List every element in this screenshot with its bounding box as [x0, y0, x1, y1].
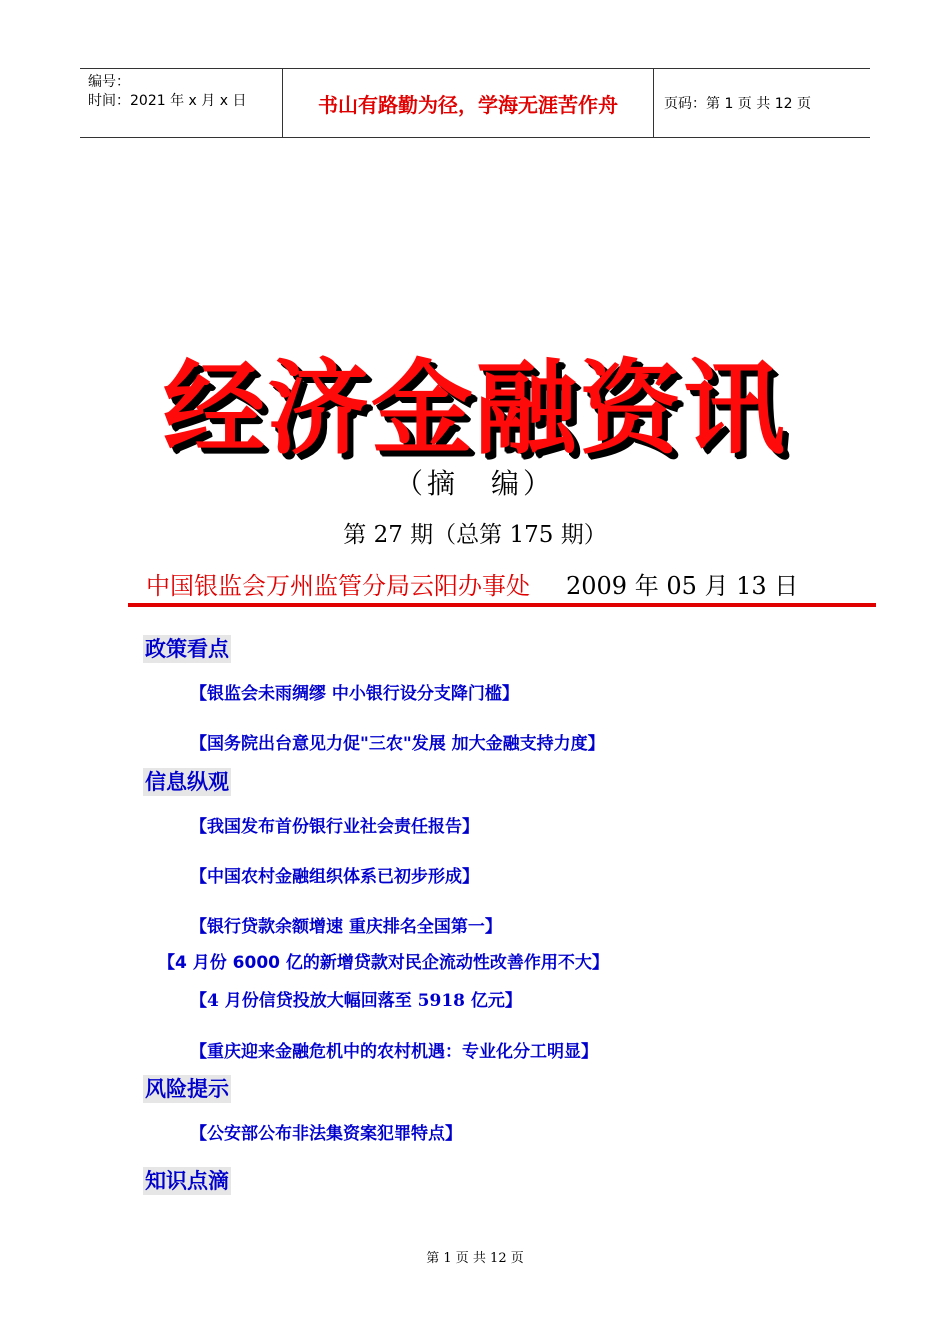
toc-item[interactable]: 【4 月份信贷投放大幅回落至 5918 亿元】 [190, 991, 522, 1011]
issue-number: 第 27 期（总第 175 期） [343, 522, 607, 548]
header-meta [80, 69, 282, 137]
issue-date: 2009 年 05 月 13 日 [566, 572, 799, 600]
section-title-policy: 政策看点 [145, 637, 229, 661]
section-title-info: 信息纵观 [145, 770, 229, 794]
header-table [80, 68, 870, 138]
time-label: 时间：2021 年 x 月 x 日 [88, 93, 247, 109]
toc-item[interactable]: 【公安部公布非法集资案犯罪特点】 [190, 1124, 462, 1144]
toc-item[interactable]: 【中国农村金融组织体系已初步形成】 [190, 867, 479, 887]
org-line [146, 566, 798, 601]
section-title-risk: 风险提示 [145, 1077, 229, 1101]
red-divider [128, 603, 876, 607]
organization: 中国银监会万州监管分局云阳办事处 [146, 572, 530, 600]
page-footer: 第 1 页 共 12 页 [426, 1251, 524, 1266]
toc-item[interactable]: 【银行贷款余额增速 重庆排名全国第一】 [190, 917, 502, 937]
toc-item[interactable]: 【我国发布首份银行业社会责任报告】 [190, 817, 479, 837]
toc-item[interactable]: 【4 月份 6000 亿的新增贷款对民企流动性改善作用不大】 [158, 953, 609, 973]
header-page-info: 页码：第 1 页 共 12 页 [664, 96, 811, 112]
toc-item[interactable]: 【银监会未雨绸缪 中小银行设分支降门槛】 [190, 684, 519, 704]
section-title-knowledge: 知识点滴 [145, 1169, 229, 1193]
toc-item[interactable]: 【重庆迎来金融危机中的农村机遇：专业化分工明显】 [190, 1042, 598, 1062]
number-label: 编号： [88, 74, 130, 90]
masthead-title: 经济金融资讯 [163, 350, 787, 469]
masthead-subtitle: （摘 编） [394, 467, 555, 500]
toc-item[interactable]: 【国务院出台意见力促"三农"发展 加大金融支持力度】 [190, 734, 605, 754]
header-motto: 书山有路勤为径，学海无涯苦作舟 [282, 69, 654, 137]
